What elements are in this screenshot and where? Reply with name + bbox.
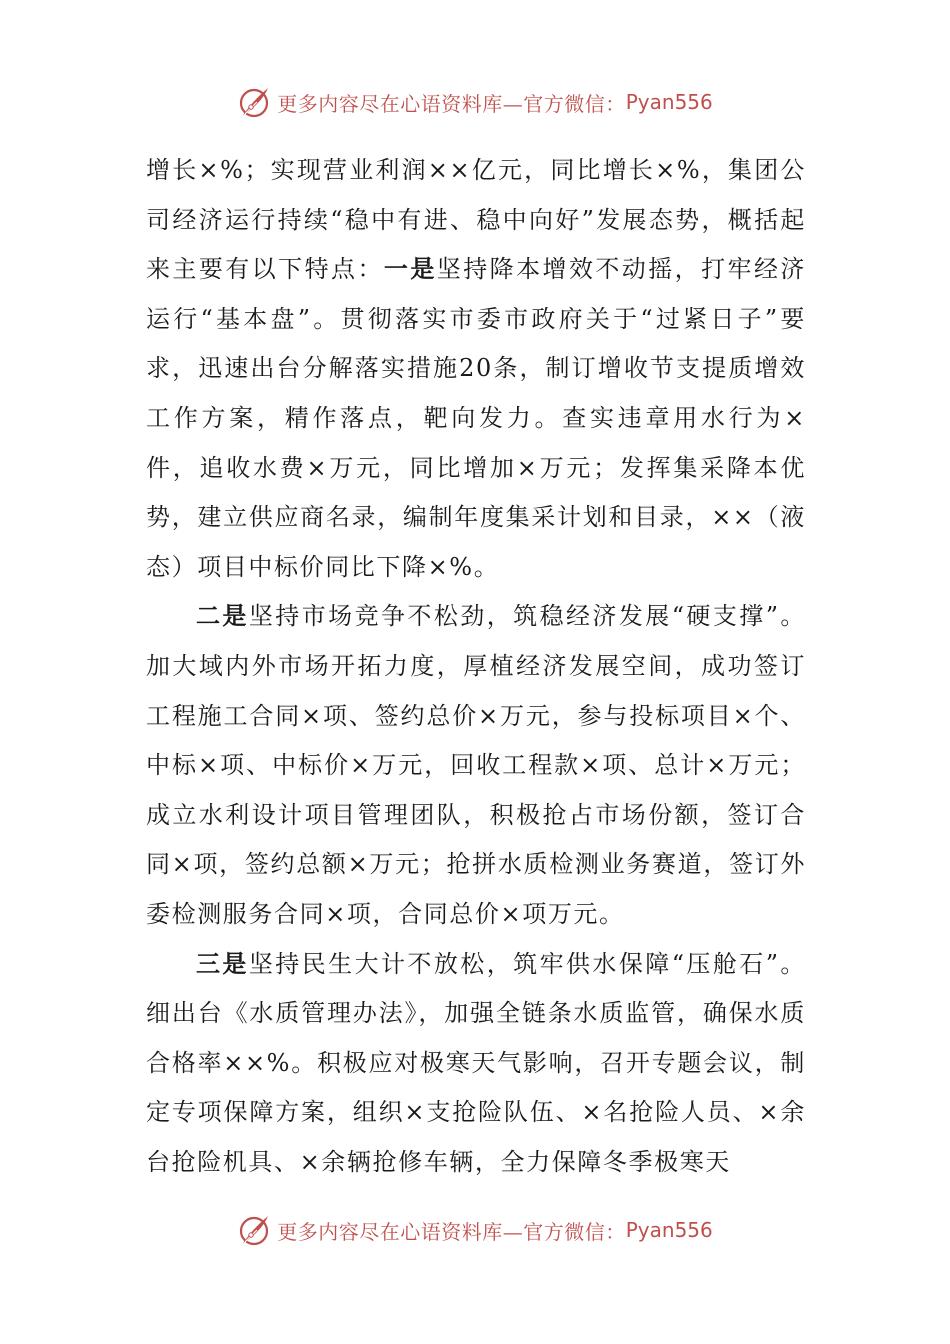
quill-pen-logo-icon: [237, 1213, 271, 1247]
paragraph-1-lead: 一是: [383, 255, 437, 284]
banner-text: 更多内容尽在心语资料库—官方微信：: [277, 91, 626, 116]
header-watermark-banner: [0, 82, 950, 122]
document-body: [146, 146, 806, 1187]
paragraph-2: [146, 592, 806, 939]
paragraph-1: [146, 146, 806, 592]
paragraph-3-lead: 三是: [196, 949, 249, 978]
quill-pen-logo-icon: [237, 85, 271, 119]
banner-contact-id: Pyan556: [625, 90, 713, 114]
paragraph-3: [146, 940, 806, 1188]
footer-watermark-banner: [0, 1210, 950, 1250]
footer-banner-contact-id: Pyan556: [625, 1218, 713, 1242]
paragraph-2-lead: 二是: [196, 602, 249, 631]
paragraph-1-text-a: 增长×%；实现营业利润××亿元，同比增长×%，集团公司经济运行持续“稳中有进、稳中向好”发展态势，概括起来主要有以下特点：: [146, 156, 806, 284]
paragraph-3-text: 坚持民生大计不放松，筑牢供水保障“压舱石”。细出台《水质管理办法》，加强全链条水质监管，确保水质合格率××%。积极应对极寒天气影响，召开专题会议，制定专项保障方案，组织×支抢险队伍、×名抢险人员、×余台抢险机具、×余辆抢修车辆，全力保障冬季极寒天: [146, 949, 806, 1176]
footer-banner-text: 更多内容尽在心语资料库—官方微信：: [277, 1219, 626, 1244]
paragraph-2-text: 坚持市场竞争不松劲，筑稳经济发展“硬支撑”。加大域内外市场开拓力度，厚植经济发展空间，成功签订工程施工合同×项、签约总价×万元，参与投标项目×个、中标×项、中标价×万元，回收工程款×项、总计×万元；成立水利设计项目管理团队，积极抢占市场份额，签订合同×项，签约总额×万元；抢拼水质检测业务赛道，签订外委检测服务合同×项，合同总价×项万元。: [146, 602, 806, 928]
paragraph-1-text-b: 坚持降本增效不动摇，打牢经济运行“基本盘”。贯彻落实市委市政府关于“过紧日子”要求，迅速出台分解落实措施20条，制订增收节支提质增效工作方案，精作落点，靶向发力。查实违章用水行为×件，追收水费×万元，同比增加×万元；发挥集采降本优势，建立供应商名录，编制年度集采计划和目录，××（液态）项目中标价同比下降×%。: [146, 255, 807, 581]
